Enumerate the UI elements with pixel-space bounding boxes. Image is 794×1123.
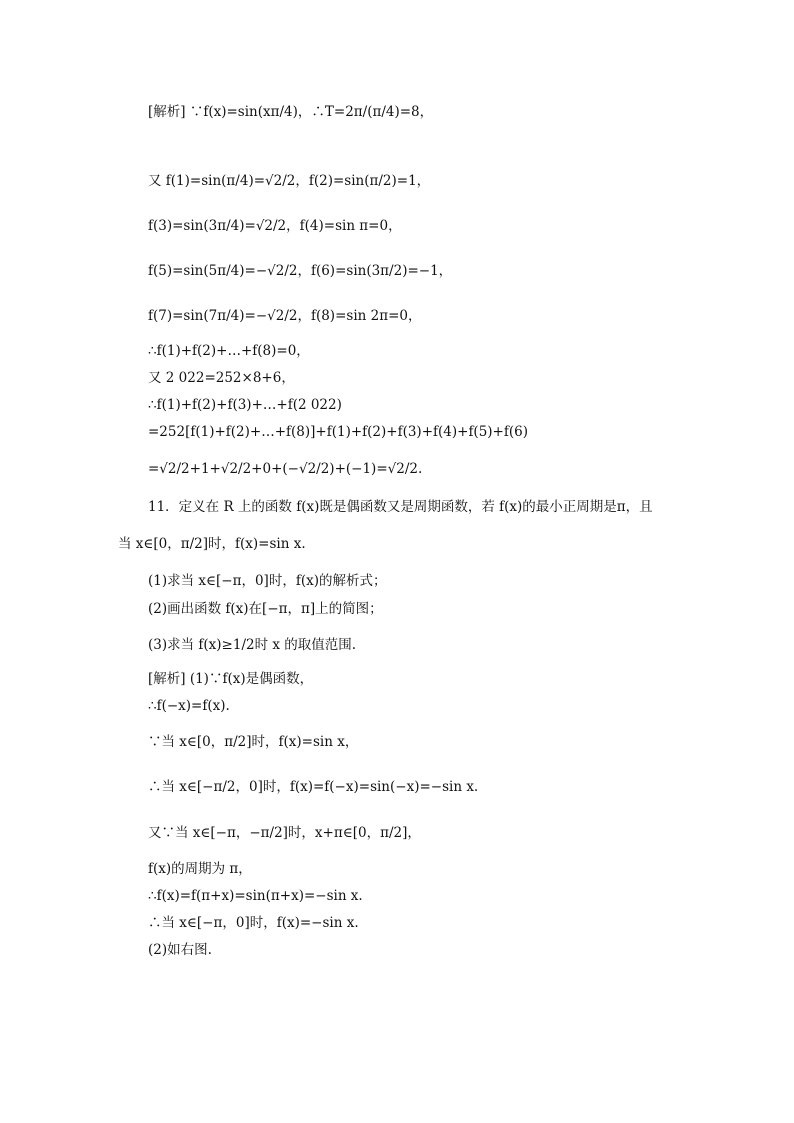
answer-line-1: [解析] (1)∵f(x)是偶函数，	[148, 671, 314, 687]
solution-line-8: ∴f(1)+f(2)+f(3)+…+f(2 022)	[148, 397, 342, 413]
answer-line-5: 又∵当 x∈[−π，−π/2]时，x+π∈[0，π/2]，	[148, 825, 421, 841]
answer-line-9: (2)如右图.	[148, 942, 212, 958]
answer-line-7: ∴f(x)=f(π+x)=sin(π+x)=−sin x.	[148, 888, 363, 904]
solution-line-9: =252[f(1)+f(2)+…+f(8)]+f(1)+f(2)+f(3)+f(4)+f(5)+f(6)	[148, 424, 528, 440]
solution-line-1: [解析] ∵f(x)=sin(xπ/4)，∴T=2π/(π/4)=8，	[148, 104, 434, 120]
answer-line-3: ∵当 x∈[0，π/2]时，f(x)=sin x，	[148, 734, 359, 750]
question-11-stem: 11．定义在 R 上的函数 f(x)既是偶函数又是周期函数，若 f(x)的最小正周期是π，且	[148, 499, 653, 515]
answer-line-2: ∴f(−x)=f(x).	[148, 698, 230, 714]
answer-line-4: ∴当 x∈[−π/2，0]时，f(x)=f(−x)=sin(−x)=−sin x.	[148, 779, 479, 795]
answer-line-6: f(x)的周期为 π，	[148, 861, 252, 877]
question-11-part-2: (2)画出函数 f(x)在[−π，π]上的简图；	[148, 601, 383, 617]
solution-line-3: f(3)=sin(3π/4)=√2/2，f(4)=sin π=0，	[148, 218, 402, 234]
solution-line-2: 又 f(1)=sin(π/4)=√2/2，f(2)=sin(π/2)=1，	[148, 173, 431, 189]
answer-line-8: ∴当 x∈[−π，0]时，f(x)=−sin x.	[148, 915, 359, 931]
question-11-part-3: (3)求当 f(x)≥1/2时 x 的取值范围.	[148, 637, 357, 653]
solution-line-5: f(7)=sin(7π/4)=−√2/2，f(8)=sin 2π=0，	[148, 308, 422, 324]
solution-line-10: =√2/2+1+√2/2+0+(−√2/2)+(−1)=√2/2.	[148, 461, 423, 477]
question-11-stem-cont: 当 x∈[0，π/2]时，f(x)=sin x.	[118, 536, 306, 552]
solution-line-7: 又 2 022=252×8+6，	[148, 370, 295, 386]
question-11-part-1: (1)求当 x∈[−π，0]时，f(x)的解析式；	[148, 573, 387, 589]
solution-line-4: f(5)=sin(5π/4)=−√2/2，f(6)=sin(3π/2)=−1，	[148, 263, 453, 279]
solution-line-6: ∴f(1)+f(2)+…+f(8)=0，	[148, 343, 310, 359]
